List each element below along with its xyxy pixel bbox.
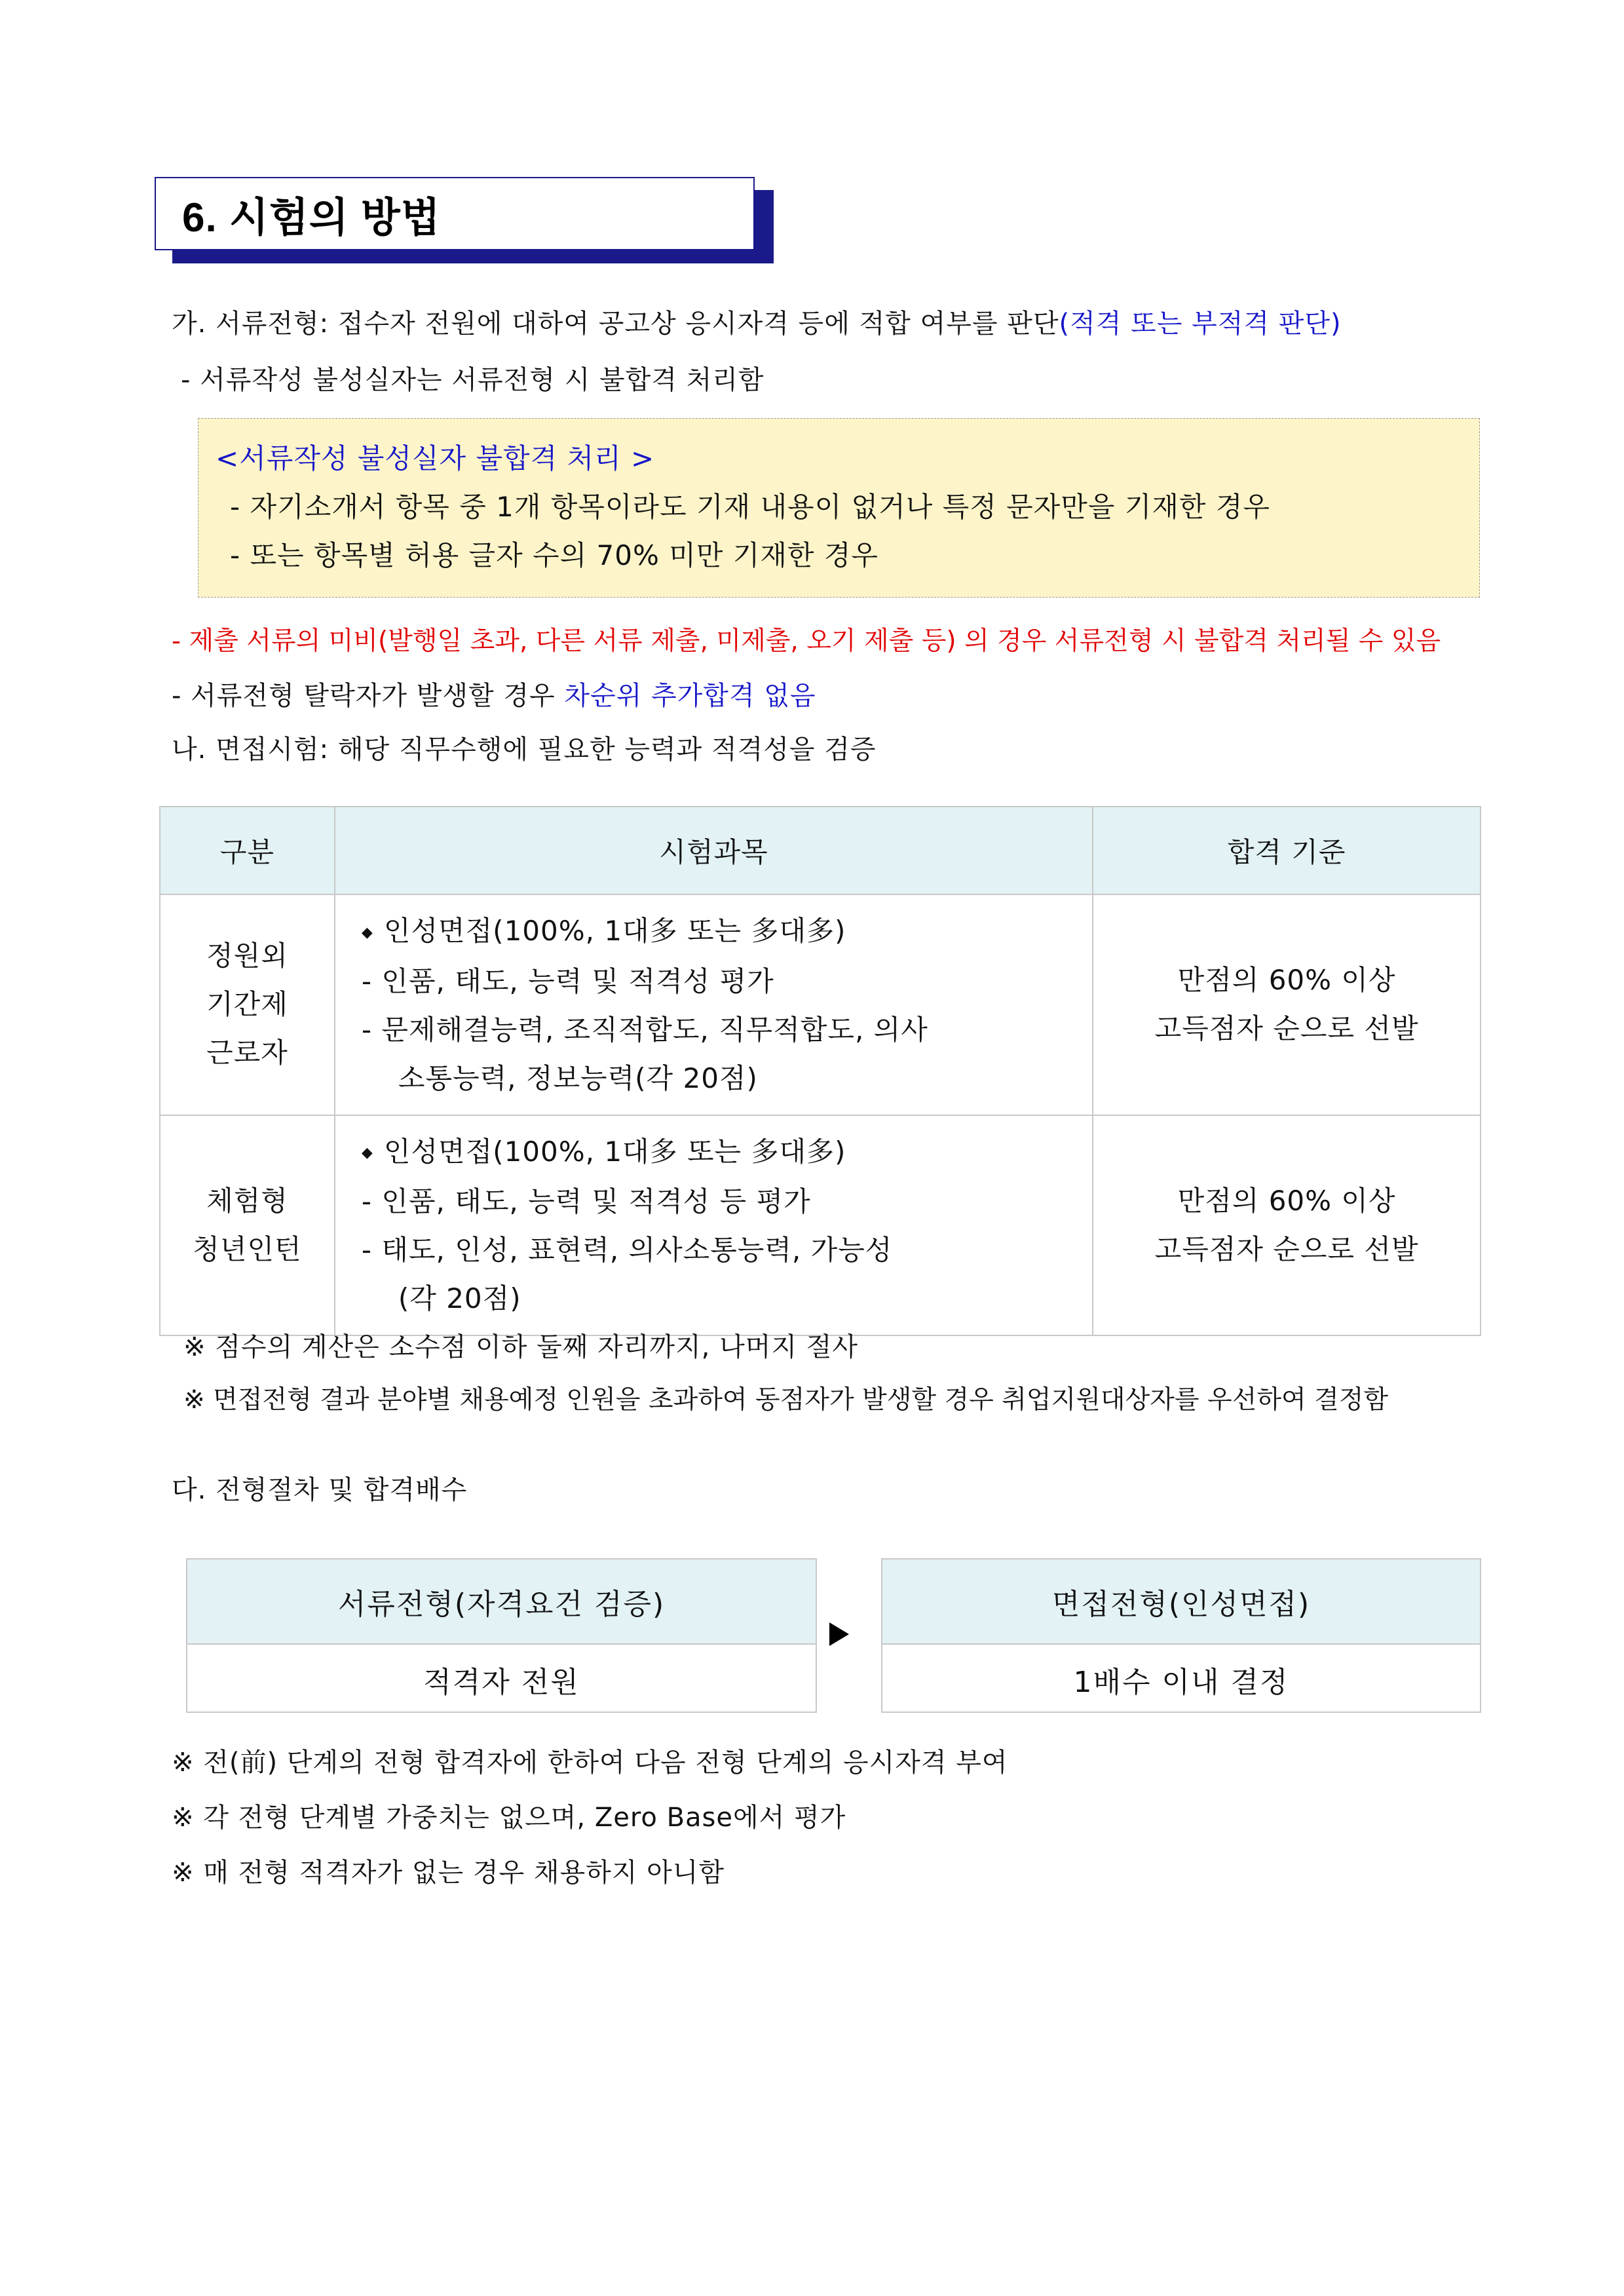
a-line3 [172,680,816,712]
note-item-1: - 자기소개서 항목 중 1개 항목이라도 기재 내용이 없거나 특정 문자만을 기재한 경우 [230,491,1270,523]
b-note-1: ※ 점수의 계산은 소수점 이하 둘째 자리까지, 나머지 절사 [183,1332,859,1362]
category-line: 근로자 [206,1037,288,1069]
note-heading: <서류작성 불성실자 불합격 처리 > [216,442,655,474]
section-title-box [155,177,755,250]
row-category [160,1115,335,1336]
criteria-line: 만점의 60% 이상 [1177,1184,1396,1217]
criteria-line: 고득점자 순으로 선발 [1154,1012,1419,1045]
a-line1-text: 가. 서류전형: 접수자 전원에 대하여 공고상 응시자격 등에 적합 여부를 판단 [172,309,1059,339]
diamond-bullet-icon: ◆ [361,924,373,941]
red-warning: - 제출 서류의 미비(발행일 초과, 다른 서류 제출, 미제출, 오기 제출 등) 의 경우 서류전형 시 불합격 처리될 수 있음 [172,626,1441,656]
subject-item: - 인품, 태도, 능력 및 적격성 등 평가 [361,1185,811,1217]
row-criteria [1093,1115,1481,1336]
flow-step-head: 면접전형(인성면접) [882,1559,1480,1645]
table-header-criteria: 합격 기준 [1093,807,1481,894]
section-title: 6. 시험의 방법 [182,195,441,240]
c-heading: 다. 전형절차 및 합격배수 [172,1475,468,1505]
a-line1-highlight: (적격 또는 부적격 판단) [1059,309,1342,339]
note-item-2: - 또는 항목별 허용 글자 수의 70% 미만 기재한 경우 [230,539,878,571]
subject-title-line [362,907,1079,957]
subject-title-line [362,1128,1079,1178]
table-row [160,894,1481,1115]
criteria-line: 만점의 60% 이상 [1177,964,1396,997]
flow-step-body: 1배수 이내 결정 [1073,1666,1289,1699]
note-box [198,418,1480,598]
table-header-category: 구분 [160,807,335,894]
subject-title: 인성면접(100%, 1대多 또는 多대多) [383,1135,846,1168]
c-note-1: ※ 전(前) 단계의 전형 합격자에 한하여 다음 전형 단계의 응시자격 부여 [172,1748,1008,1778]
a-line2: - 서류작성 불성실자는 서류전형 시 불합격 처리함 [181,365,765,395]
diamond-bullet-icon: ◆ [361,1145,373,1161]
flow-step-document [186,1558,817,1713]
subject-title: 인성면접(100%, 1대多 또는 多대多) [383,915,846,947]
c-note-3: ※ 매 전형 적격자가 없는 경우 채용하지 아니함 [172,1858,725,1888]
row-category [160,894,335,1115]
subject-item: - 태도, 인성, 표현력, 의사소통능력, 가능성 [361,1234,893,1266]
a-line3-highlight: 차순위 추가합격 없음 [564,681,816,711]
a-line3-text: - 서류전형 탈락자가 발생할 경우 [172,681,565,711]
row-subject [335,1115,1093,1336]
subject-item: - 문제해결능력, 조직적합도, 직무적합도, 의사 [361,1013,928,1046]
category-line: 기간제 [206,988,288,1021]
subject-continuation: 소통능력, 정보능력(각 20점) [398,1062,758,1094]
criteria-line: 고득점자 순으로 선발 [1154,1233,1419,1265]
c-note-2: ※ 각 전형 단계별 가중치는 없으며, Zero Base에서 평가 [172,1803,846,1833]
play-arrow-icon [829,1622,849,1646]
flow-step-interview [881,1558,1481,1713]
subject-continuation: (각 20점) [398,1282,521,1314]
flow-step-head: 서류전형(자격요건 검증) [187,1559,816,1645]
table-header-row [160,807,1481,894]
category-line: 체험형 [206,1184,288,1217]
category-line: 청년인턴 [193,1233,302,1265]
b-note-2: ※ 면접전형 결과 분야별 채용예정 인원을 초과하여 동점자가 발생할 경우 취업지원대상자를 우선하여 결정함 [183,1385,1389,1415]
row-subject [335,894,1093,1115]
table-header-subject: 시험과목 [335,807,1093,894]
a-line1 [172,308,1342,339]
category-line: 정원외 [206,940,288,972]
table-row [160,1115,1481,1336]
interview-table [159,806,1481,1336]
b-heading: 나. 면접시험: 해당 직무수행에 필요한 능력과 적격성을 검증 [172,735,877,765]
flow-step-body: 적격자 전원 [423,1666,580,1699]
subject-item: - 인품, 태도, 능력 및 적격성 평가 [361,965,774,997]
row-criteria [1093,894,1481,1115]
